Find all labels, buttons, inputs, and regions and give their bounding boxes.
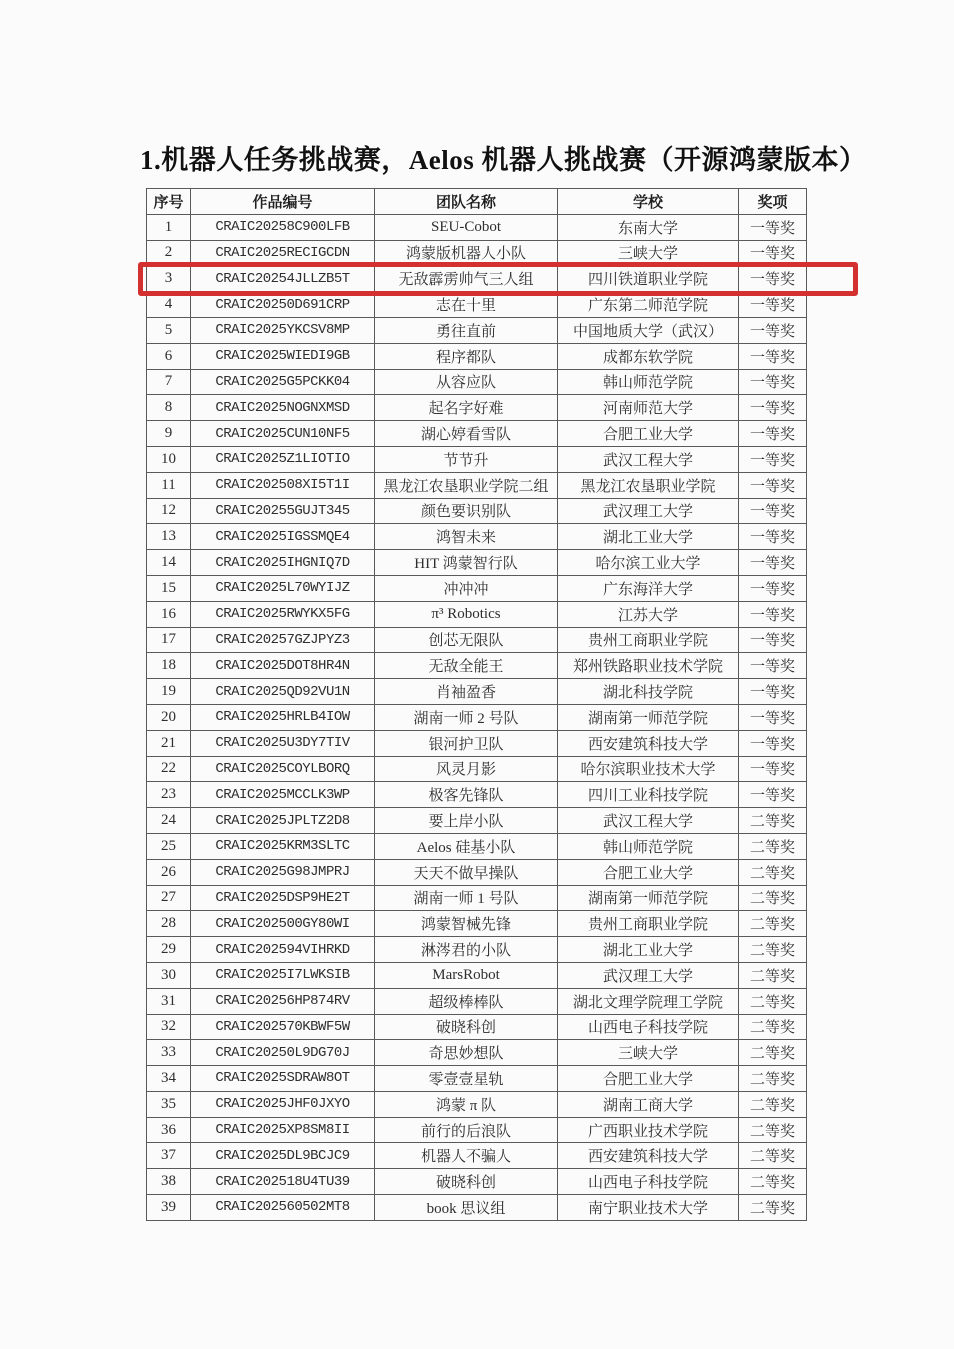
cell-team: 从容应队 (375, 369, 558, 395)
cell-team: 奇思妙想队 (375, 1040, 558, 1066)
cell-index: 9 (147, 421, 191, 447)
cell-school: 武汉工程大学 (558, 446, 739, 472)
cell-work-id: CRAIC2025COYLBORQ (191, 756, 375, 782)
table-row (147, 1014, 807, 1040)
cell-award: 一等奖 (739, 292, 807, 318)
cell-work-id: CRAIC202518U4TU39 (191, 1169, 375, 1195)
cell-work-id: CRAIC2025I7LWKSIB (191, 962, 375, 988)
cell-index: 13 (147, 524, 191, 550)
cell-work-id: CRAIC2025G98JMPRJ (191, 859, 375, 885)
cell-award: 二等奖 (739, 1040, 807, 1066)
table-row (147, 266, 807, 292)
cell-school: 四川铁道职业学院 (558, 266, 739, 292)
table-row (147, 627, 807, 653)
cell-award: 一等奖 (739, 679, 807, 705)
cell-school: 湖北科技学院 (558, 679, 739, 705)
cell-team: 勇往直前 (375, 317, 558, 343)
cell-award: 二等奖 (739, 885, 807, 911)
cell-award: 一等奖 (739, 472, 807, 498)
cell-team: 淋涔君的小队 (375, 937, 558, 963)
cell-team: 创芯无限队 (375, 627, 558, 653)
cell-school: 广东海洋大学 (558, 575, 739, 601)
cell-school: 广东第二师范学院 (558, 292, 739, 318)
cell-award: 二等奖 (739, 988, 807, 1014)
cell-school: 贵州工商职业学院 (558, 627, 739, 653)
cell-award: 二等奖 (739, 1117, 807, 1143)
cell-team: 冲冲冲 (375, 575, 558, 601)
table-row (147, 1117, 807, 1143)
cell-index: 2 (147, 240, 191, 266)
cell-award: 一等奖 (739, 240, 807, 266)
table-row (147, 575, 807, 601)
cell-index: 19 (147, 679, 191, 705)
cell-school: 湖北文理学院理工学院 (558, 988, 739, 1014)
table-row (147, 601, 807, 627)
cell-index: 10 (147, 446, 191, 472)
cell-award: 一等奖 (739, 601, 807, 627)
cell-team: 志在十里 (375, 292, 558, 318)
cell-award: 一等奖 (739, 369, 807, 395)
cell-school: 武汉工程大学 (558, 808, 739, 834)
cell-award: 二等奖 (739, 859, 807, 885)
cell-award: 一等奖 (739, 756, 807, 782)
cell-award: 一等奖 (739, 395, 807, 421)
cell-index: 5 (147, 317, 191, 343)
cell-team: 肖袖盈香 (375, 679, 558, 705)
cell-award: 一等奖 (739, 214, 807, 240)
cell-index: 7 (147, 369, 191, 395)
cell-team: 极客先锋队 (375, 782, 558, 808)
cell-school: 成都东软学院 (558, 343, 739, 369)
cell-index: 33 (147, 1040, 191, 1066)
cell-award: 一等奖 (739, 446, 807, 472)
table-row (147, 911, 807, 937)
table-row (147, 292, 807, 318)
table-header-row (147, 189, 807, 215)
cell-work-id: CRAIC2025KRM3SLTC (191, 833, 375, 859)
cell-work-id: CRAIC20254JLLZB5T (191, 266, 375, 292)
cell-work-id: CRAIC2025U3DY7TIV (191, 730, 375, 756)
table-row (147, 1195, 807, 1221)
table-row (147, 498, 807, 524)
cell-school: 山西电子科技学院 (558, 1169, 739, 1195)
cell-team: 银河护卫队 (375, 730, 558, 756)
cell-work-id: CRAIC2025IGSSMQE4 (191, 524, 375, 550)
header-cell-team: 团队名称 (375, 189, 558, 215)
cell-award: 二等奖 (739, 962, 807, 988)
table-row (147, 317, 807, 343)
cell-index: 25 (147, 833, 191, 859)
cell-index: 24 (147, 808, 191, 834)
cell-team: 无敌霹雳帅气三人组 (375, 266, 558, 292)
table-row (147, 679, 807, 705)
cell-team: 湖心婷看雪队 (375, 421, 558, 447)
table-row (147, 1143, 807, 1169)
cell-award: 二等奖 (739, 911, 807, 937)
cell-school: 哈尔滨职业技术大学 (558, 756, 739, 782)
results-table (146, 188, 807, 1221)
cell-work-id: CRAIC2025QD92VU1N (191, 679, 375, 705)
table-row (147, 730, 807, 756)
cell-index: 27 (147, 885, 191, 911)
cell-school: 武汉理工大学 (558, 962, 739, 988)
cell-team: MarsRobot (375, 962, 558, 988)
cell-award: 二等奖 (739, 1066, 807, 1092)
cell-index: 4 (147, 292, 191, 318)
cell-index: 34 (147, 1066, 191, 1092)
cell-award: 一等奖 (739, 730, 807, 756)
cell-work-id: CRAIC20250L9DG70J (191, 1040, 375, 1066)
cell-school: 合肥工业大学 (558, 421, 739, 447)
cell-school: 南宁职业技术大学 (558, 1195, 739, 1221)
cell-team: 起名字好难 (375, 395, 558, 421)
cell-work-id: CRAIC202594VIHRKD (191, 937, 375, 963)
cell-school: 湖南第一师范学院 (558, 704, 739, 730)
cell-school: 中国地质大学（武汉） (558, 317, 739, 343)
cell-work-id: CRAIC202508XI5T1I (191, 472, 375, 498)
cell-work-id: CRAIC2025G5PCKK04 (191, 369, 375, 395)
cell-team: 湖南一师 1 号队 (375, 885, 558, 911)
table-row (147, 421, 807, 447)
cell-school: 三峡大学 (558, 240, 739, 266)
table-row (147, 962, 807, 988)
cell-work-id: CRAIC2025IHGNIQ7D (191, 550, 375, 576)
cell-work-id: CRAIC2025WIEDI9GB (191, 343, 375, 369)
cell-work-id: CRAIC2025SDRAW8OT (191, 1066, 375, 1092)
cell-school: 湖南工商大学 (558, 1091, 739, 1117)
table-row (147, 1040, 807, 1066)
cell-work-id: CRAIC202500GY80WI (191, 911, 375, 937)
cell-team: 机器人不骗人 (375, 1143, 558, 1169)
cell-award: 二等奖 (739, 1143, 807, 1169)
cell-school: 湖南第一师范学院 (558, 885, 739, 911)
cell-award: 一等奖 (739, 704, 807, 730)
cell-team: 鸿蒙 π 队 (375, 1091, 558, 1117)
cell-award: 一等奖 (739, 421, 807, 447)
cell-work-id: CRAIC2025DSP9HE2T (191, 885, 375, 911)
table-row (147, 1091, 807, 1117)
cell-work-id: CRAIC2025DL9BCJC9 (191, 1143, 375, 1169)
cell-school: 哈尔滨工业大学 (558, 550, 739, 576)
cell-award: 一等奖 (739, 317, 807, 343)
cell-index: 6 (147, 343, 191, 369)
cell-team: 黑龙江农垦职业学院二组 (375, 472, 558, 498)
cell-award: 一等奖 (739, 782, 807, 808)
cell-school: 武汉理工大学 (558, 498, 739, 524)
table-row (147, 472, 807, 498)
table-row (147, 550, 807, 576)
cell-team: 零壹壹星轨 (375, 1066, 558, 1092)
cell-team: 节节升 (375, 446, 558, 472)
cell-index: 22 (147, 756, 191, 782)
cell-award: 二等奖 (739, 1014, 807, 1040)
cell-school: 广西职业技术学院 (558, 1117, 739, 1143)
cell-school: 郑州铁路职业技术学院 (558, 653, 739, 679)
table-row (147, 240, 807, 266)
cell-school: 湖北工业大学 (558, 937, 739, 963)
cell-work-id: CRAIC20257GZJPYZ3 (191, 627, 375, 653)
page-title: 1.机器人任务挑战赛，Aelos 机器人挑战赛（开源鸿蒙版本） (140, 145, 867, 175)
cell-work-id: CRAIC20255GUJT345 (191, 498, 375, 524)
table-row (147, 214, 807, 240)
cell-team: 超级棒棒队 (375, 988, 558, 1014)
cell-work-id: CRAIC20250D691CRP (191, 292, 375, 318)
cell-index: 18 (147, 653, 191, 679)
table-row (147, 524, 807, 550)
table-row (147, 343, 807, 369)
cell-award: 一等奖 (739, 627, 807, 653)
cell-school: 山西电子科技学院 (558, 1014, 739, 1040)
table-row (147, 937, 807, 963)
cell-index: 32 (147, 1014, 191, 1040)
cell-index: 1 (147, 214, 191, 240)
cell-team: HIT 鸿蒙智行队 (375, 550, 558, 576)
cell-school: 韩山师范学院 (558, 369, 739, 395)
cell-school: 东南大学 (558, 214, 739, 240)
cell-award: 二等奖 (739, 937, 807, 963)
cell-index: 20 (147, 704, 191, 730)
cell-work-id: CRAIC2025MCCLK3WP (191, 782, 375, 808)
table-row (147, 653, 807, 679)
cell-school: 河南师范大学 (558, 395, 739, 421)
cell-award: 二等奖 (739, 1169, 807, 1195)
cell-team: 破晓科创 (375, 1169, 558, 1195)
cell-index: 23 (147, 782, 191, 808)
cell-index: 16 (147, 601, 191, 627)
cell-school: 合肥工业大学 (558, 1066, 739, 1092)
cell-index: 29 (147, 937, 191, 963)
cell-index: 31 (147, 988, 191, 1014)
cell-work-id: CRAIC2025CUN10NF5 (191, 421, 375, 447)
cell-award: 一等奖 (739, 498, 807, 524)
cell-school: 三峡大学 (558, 1040, 739, 1066)
cell-work-id: CRAIC202560502MT8 (191, 1195, 375, 1221)
cell-index: 8 (147, 395, 191, 421)
cell-award: 一等奖 (739, 343, 807, 369)
cell-school: 湖北工业大学 (558, 524, 739, 550)
table-row (147, 395, 807, 421)
cell-team: 风灵月影 (375, 756, 558, 782)
cell-index: 36 (147, 1117, 191, 1143)
cell-award: 二等奖 (739, 1195, 807, 1221)
header-cell-work-id: 作品编号 (191, 189, 375, 215)
cell-team: 天天不做早操队 (375, 859, 558, 885)
cell-team: 颜色要识别队 (375, 498, 558, 524)
cell-work-id: CRAIC2025DOT8HR4N (191, 653, 375, 679)
cell-index: 3 (147, 266, 191, 292)
header-cell-school: 学校 (558, 189, 739, 215)
cell-team: Aelos 硅基小队 (375, 833, 558, 859)
cell-index: 15 (147, 575, 191, 601)
cell-award: 一等奖 (739, 266, 807, 292)
cell-team: 破晓科创 (375, 1014, 558, 1040)
cell-award: 二等奖 (739, 808, 807, 834)
cell-team: 鸿蒙版机器人小队 (375, 240, 558, 266)
table-row (147, 988, 807, 1014)
cell-school: 黑龙江农垦职业学院 (558, 472, 739, 498)
cell-award: 二等奖 (739, 1091, 807, 1117)
table-row (147, 833, 807, 859)
cell-work-id: CRAIC2025XP8SM8II (191, 1117, 375, 1143)
cell-work-id: CRAIC2025NOGNXMSD (191, 395, 375, 421)
cell-index: 39 (147, 1195, 191, 1221)
table-row (147, 859, 807, 885)
cell-award: 一等奖 (739, 524, 807, 550)
cell-work-id: CRAIC2025RWYKX5FG (191, 601, 375, 627)
cell-award: 一等奖 (739, 653, 807, 679)
cell-team: 前行的后浪队 (375, 1117, 558, 1143)
table-row (147, 1169, 807, 1195)
cell-index: 11 (147, 472, 191, 498)
table-row (147, 885, 807, 911)
cell-work-id: CRAIC2025RECIGCDN (191, 240, 375, 266)
cell-team: 要上岸小队 (375, 808, 558, 834)
cell-work-id: CRAIC2025HRLB4IOW (191, 704, 375, 730)
cell-work-id: CRAIC20258C900LFB (191, 214, 375, 240)
table-row (147, 782, 807, 808)
cell-index: 21 (147, 730, 191, 756)
cell-team: π³ Robotics (375, 601, 558, 627)
cell-index: 37 (147, 1143, 191, 1169)
cell-team: SEU-Cobot (375, 214, 558, 240)
cell-work-id: CRAIC2025JPLTZ2D8 (191, 808, 375, 834)
table-row (147, 1066, 807, 1092)
cell-school: 韩山师范学院 (558, 833, 739, 859)
cell-school: 西安建筑科技大学 (558, 1143, 739, 1169)
cell-team: 鸿蒙智械先锋 (375, 911, 558, 937)
cell-school: 合肥工业大学 (558, 859, 739, 885)
table-row (147, 446, 807, 472)
table-row (147, 756, 807, 782)
table-row (147, 369, 807, 395)
cell-index: 26 (147, 859, 191, 885)
cell-index: 38 (147, 1169, 191, 1195)
cell-team: 无敌全能王 (375, 653, 558, 679)
cell-team: 湖南一师 2 号队 (375, 704, 558, 730)
cell-award: 二等奖 (739, 833, 807, 859)
cell-index: 30 (147, 962, 191, 988)
cell-school: 贵州工商职业学院 (558, 911, 739, 937)
results-table-body (147, 214, 807, 1220)
cell-team: 鸿智未来 (375, 524, 558, 550)
cell-index: 35 (147, 1091, 191, 1117)
cell-work-id: CRAIC2025L70WYIJZ (191, 575, 375, 601)
header-cell-award: 奖项 (739, 189, 807, 215)
cell-work-id: CRAIC2025JHF0JXYO (191, 1091, 375, 1117)
cell-index: 28 (147, 911, 191, 937)
cell-work-id: CRAIC202570KBWF5W (191, 1014, 375, 1040)
cell-work-id: CRAIC2025YKCSV8MP (191, 317, 375, 343)
cell-work-id: CRAIC20256HP874RV (191, 988, 375, 1014)
header-cell-index: 序号 (147, 189, 191, 215)
cell-school: 江苏大学 (558, 601, 739, 627)
cell-award: 一等奖 (739, 575, 807, 601)
cell-team: 程序都队 (375, 343, 558, 369)
cell-school: 四川工业科技学院 (558, 782, 739, 808)
cell-index: 14 (147, 550, 191, 576)
cell-work-id: CRAIC2025Z1LIOTIO (191, 446, 375, 472)
table-row (147, 704, 807, 730)
cell-team: book 思议组 (375, 1195, 558, 1221)
table-row (147, 808, 807, 834)
cell-school: 西安建筑科技大学 (558, 730, 739, 756)
cell-index: 17 (147, 627, 191, 653)
cell-index: 12 (147, 498, 191, 524)
cell-award: 一等奖 (739, 550, 807, 576)
